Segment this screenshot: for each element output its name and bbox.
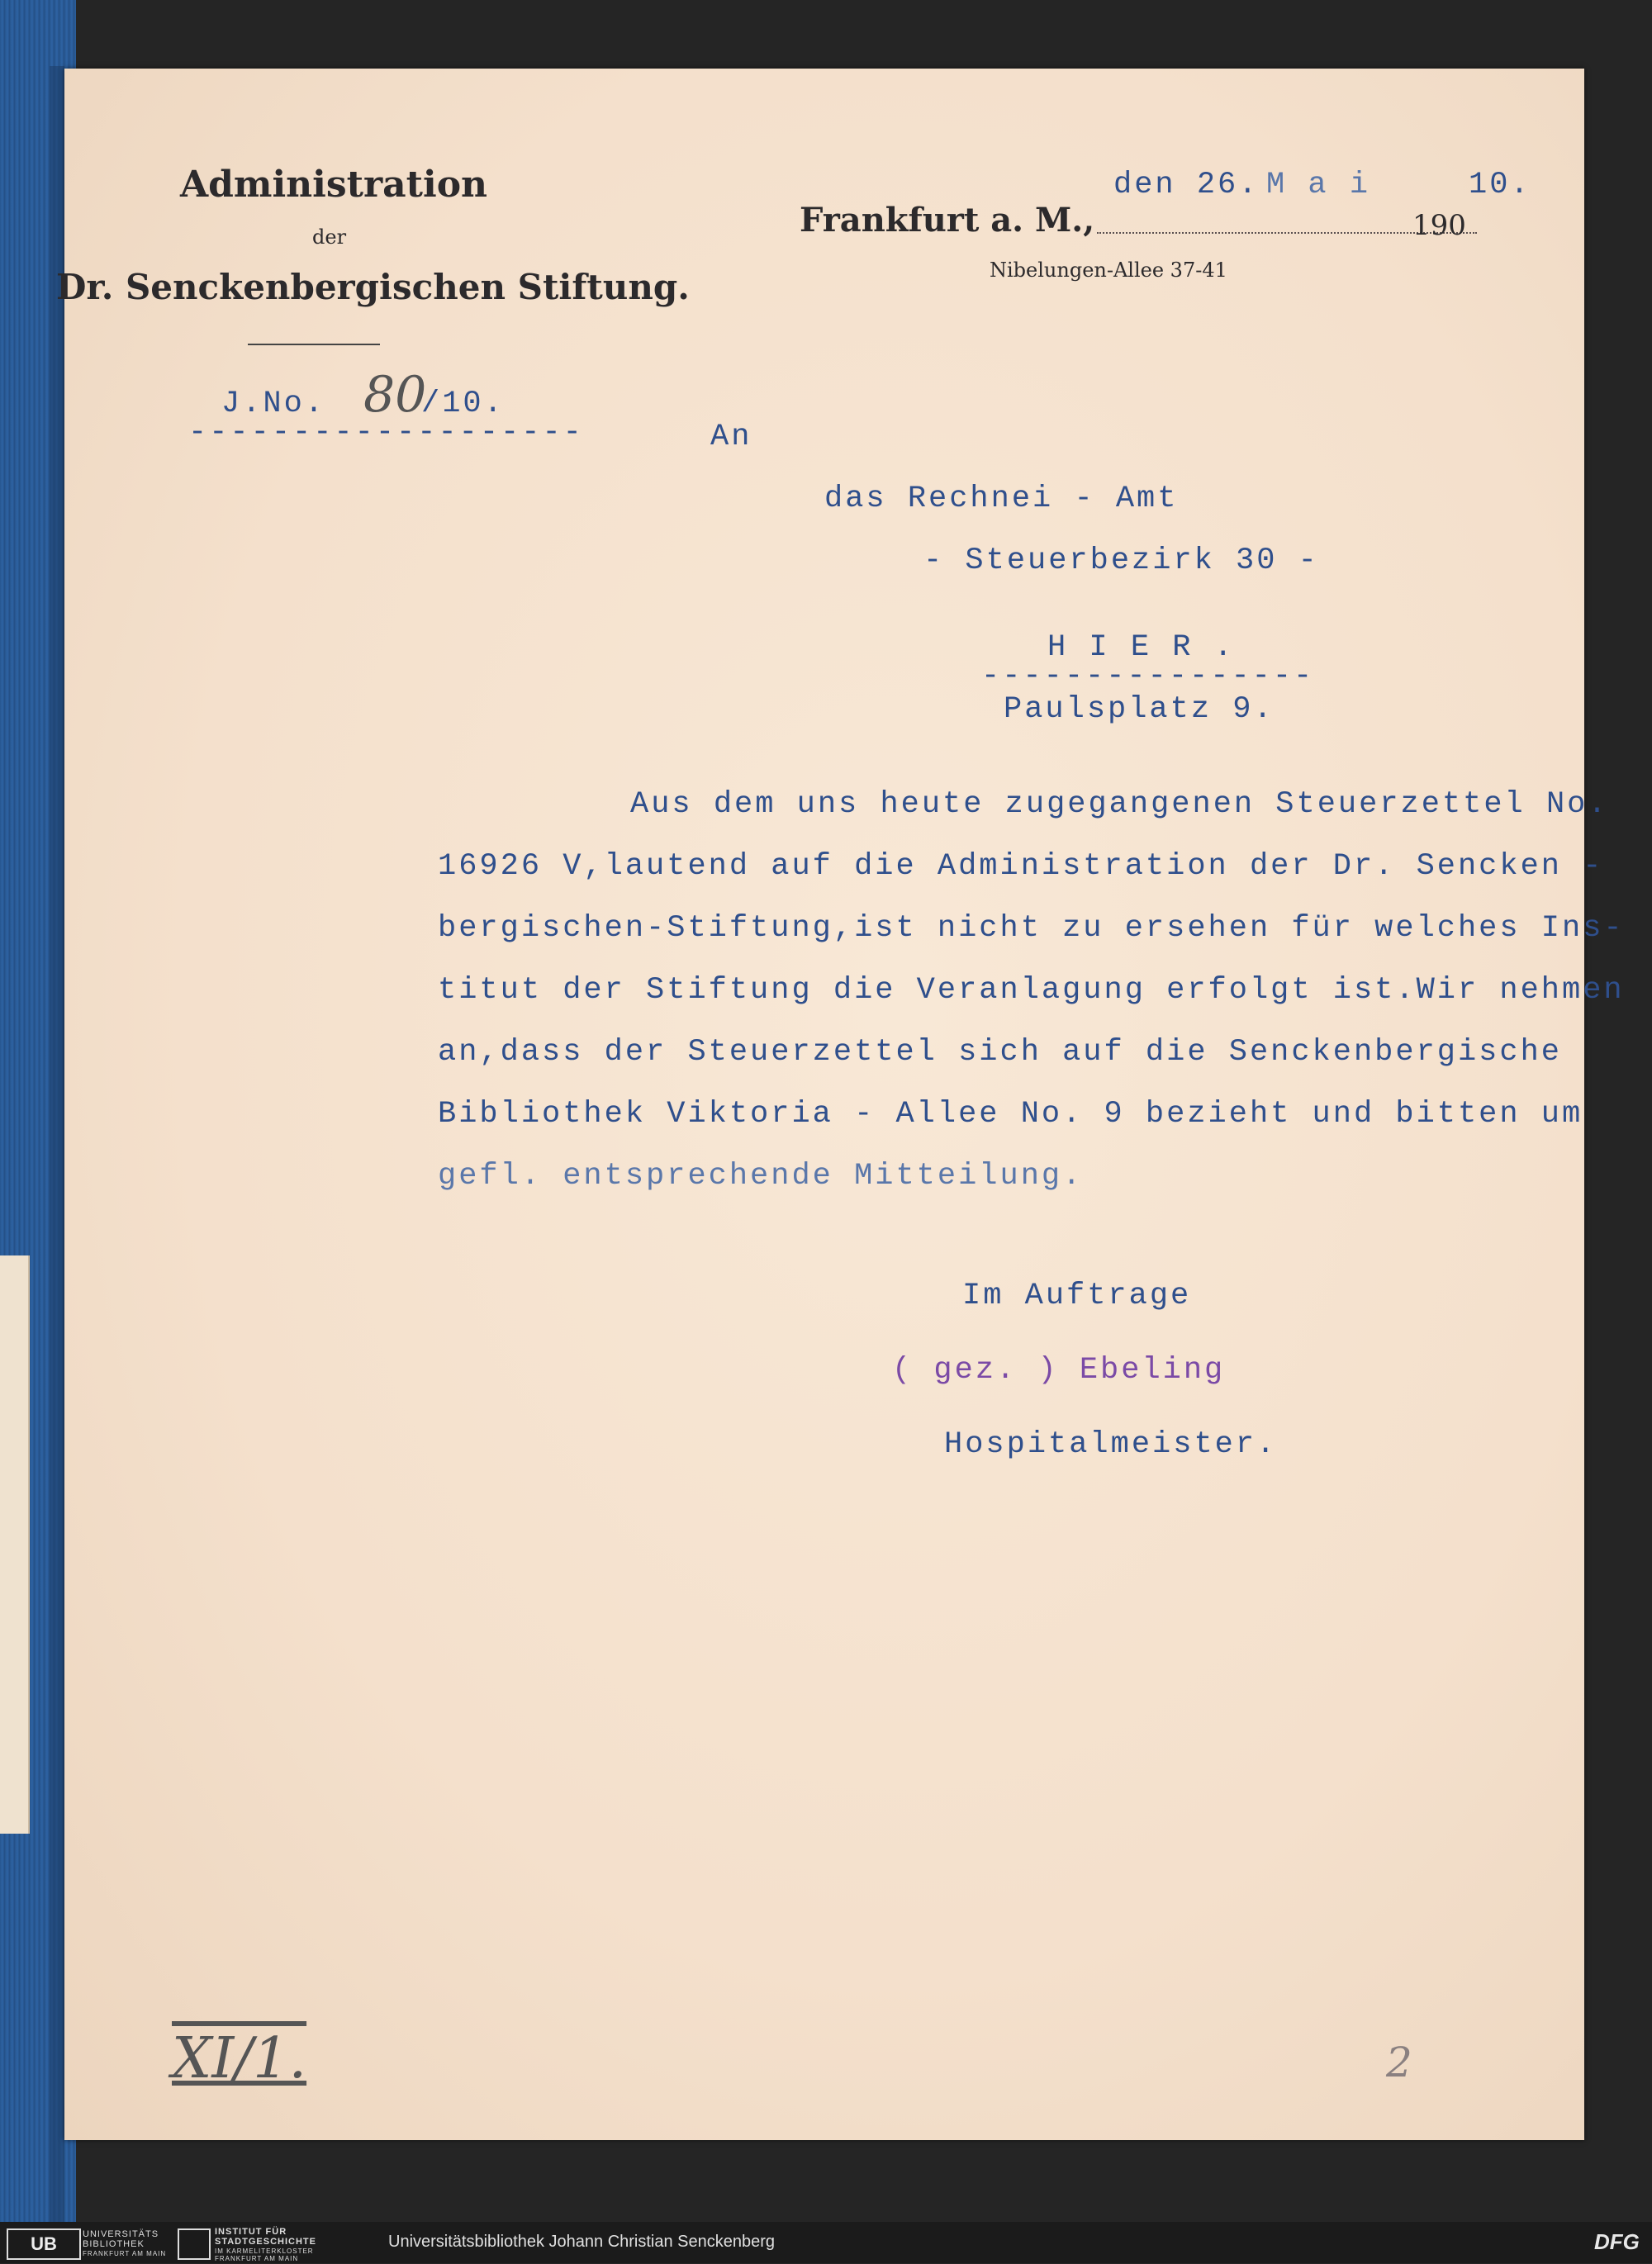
letterhead-place: Frankfurt a. M.,: [800, 201, 1095, 240]
recipient-an: An: [710, 420, 752, 454]
date-year-suffix: 10.: [1469, 168, 1531, 202]
ub-text-2: BIBLIOTHEK: [83, 2239, 145, 2249]
footer-bar: [0, 2222, 1652, 2263]
signature-title: Hospitalmeister.: [944, 1427, 1278, 1462]
journal-suffix: /10.: [421, 387, 505, 421]
recipient-address: Paulsplatz 9.: [1004, 692, 1275, 727]
recipient-hier: H I E R .: [1047, 630, 1235, 665]
isg-text-1: INSTITUT FÜR: [215, 2227, 287, 2237]
ub-text-3: FRANKFURT AM MAIN: [83, 2250, 167, 2257]
letterhead-foundation: Dr. Senckenbergischen Stiftung.: [56, 267, 690, 307]
ub-text-1: UNIVERSITÄTS: [83, 2229, 159, 2239]
letterhead-year-prefix: 190: [1412, 209, 1466, 242]
letterhead-der: der: [312, 225, 347, 249]
date-month: M a i: [1266, 168, 1371, 202]
isg-text-3: IM KARMELITERKLOSTER: [215, 2247, 314, 2255]
date-day: den 26.: [1113, 168, 1260, 202]
page-number-pencil: 2: [1386, 2039, 1412, 2086]
body-line-2: 16926 V,lautend auf die Administration der Dr. Sencken -: [438, 849, 1604, 884]
journal-underline: -------------------: [188, 415, 584, 450]
signature-name: ( gez. ) Ebeling: [892, 1353, 1226, 1388]
body-line-5: an,dass der Steuerzettel sich auf die Senckenbergische: [438, 1035, 1562, 1070]
isg-text-2: STADTGESCHICHTE: [215, 2237, 316, 2247]
journal-number-handwritten: 80: [363, 366, 427, 424]
body-line-7: gefl. entsprechende Mitteilung.: [438, 1159, 1084, 1194]
isg-text-4: FRANKFURT AM MAIN: [215, 2255, 299, 2262]
ub-logo: [7, 2228, 81, 2260]
letterhead-title: Administration: [180, 164, 488, 206]
letterhead-ornament: [248, 344, 380, 345]
dfg-logo: DFG: [1594, 2229, 1640, 2254]
ub-logo-text: UB: [31, 2233, 57, 2254]
journal-prefix: J.No.: [221, 387, 326, 421]
recipient-district: - Steuerbezirk 30 -: [923, 543, 1319, 578]
shelfmark-handwritten: XI/1.: [172, 2026, 307, 2091]
body-line-3: bergischen-Stiftung,ist nicht zu ersehen für welches Ins-: [438, 911, 1625, 946]
isg-logo-icon: [178, 2228, 211, 2260]
paper-slip-edge: [0, 1255, 30, 1834]
recipient-office: das Rechnei - Amt: [824, 482, 1179, 516]
recipient-underline: ----------------: [981, 659, 1315, 694]
letter-page: [56, 69, 1625, 2140]
body-line-1: Aus dem uns heute zugegangenen Steuerzettel No.: [630, 787, 1609, 822]
library-name: Universitätsbibliothek Johann Christian Senckenberg: [388, 2233, 776, 2251]
body-line-6: Bibliothek Viktoria - Allee No. 9 bezieht und bitten um: [438, 1097, 1583, 1132]
letterhead-address: Nibelungen-Allee 37-41: [990, 259, 1227, 282]
signature-on-behalf: Im Auftrage: [962, 1279, 1192, 1313]
body-line-4: titut der Stiftung die Veranlagung erfolgt ist.Wir nehmen: [438, 973, 1625, 1008]
folder-edge-shadow: [50, 66, 64, 2222]
